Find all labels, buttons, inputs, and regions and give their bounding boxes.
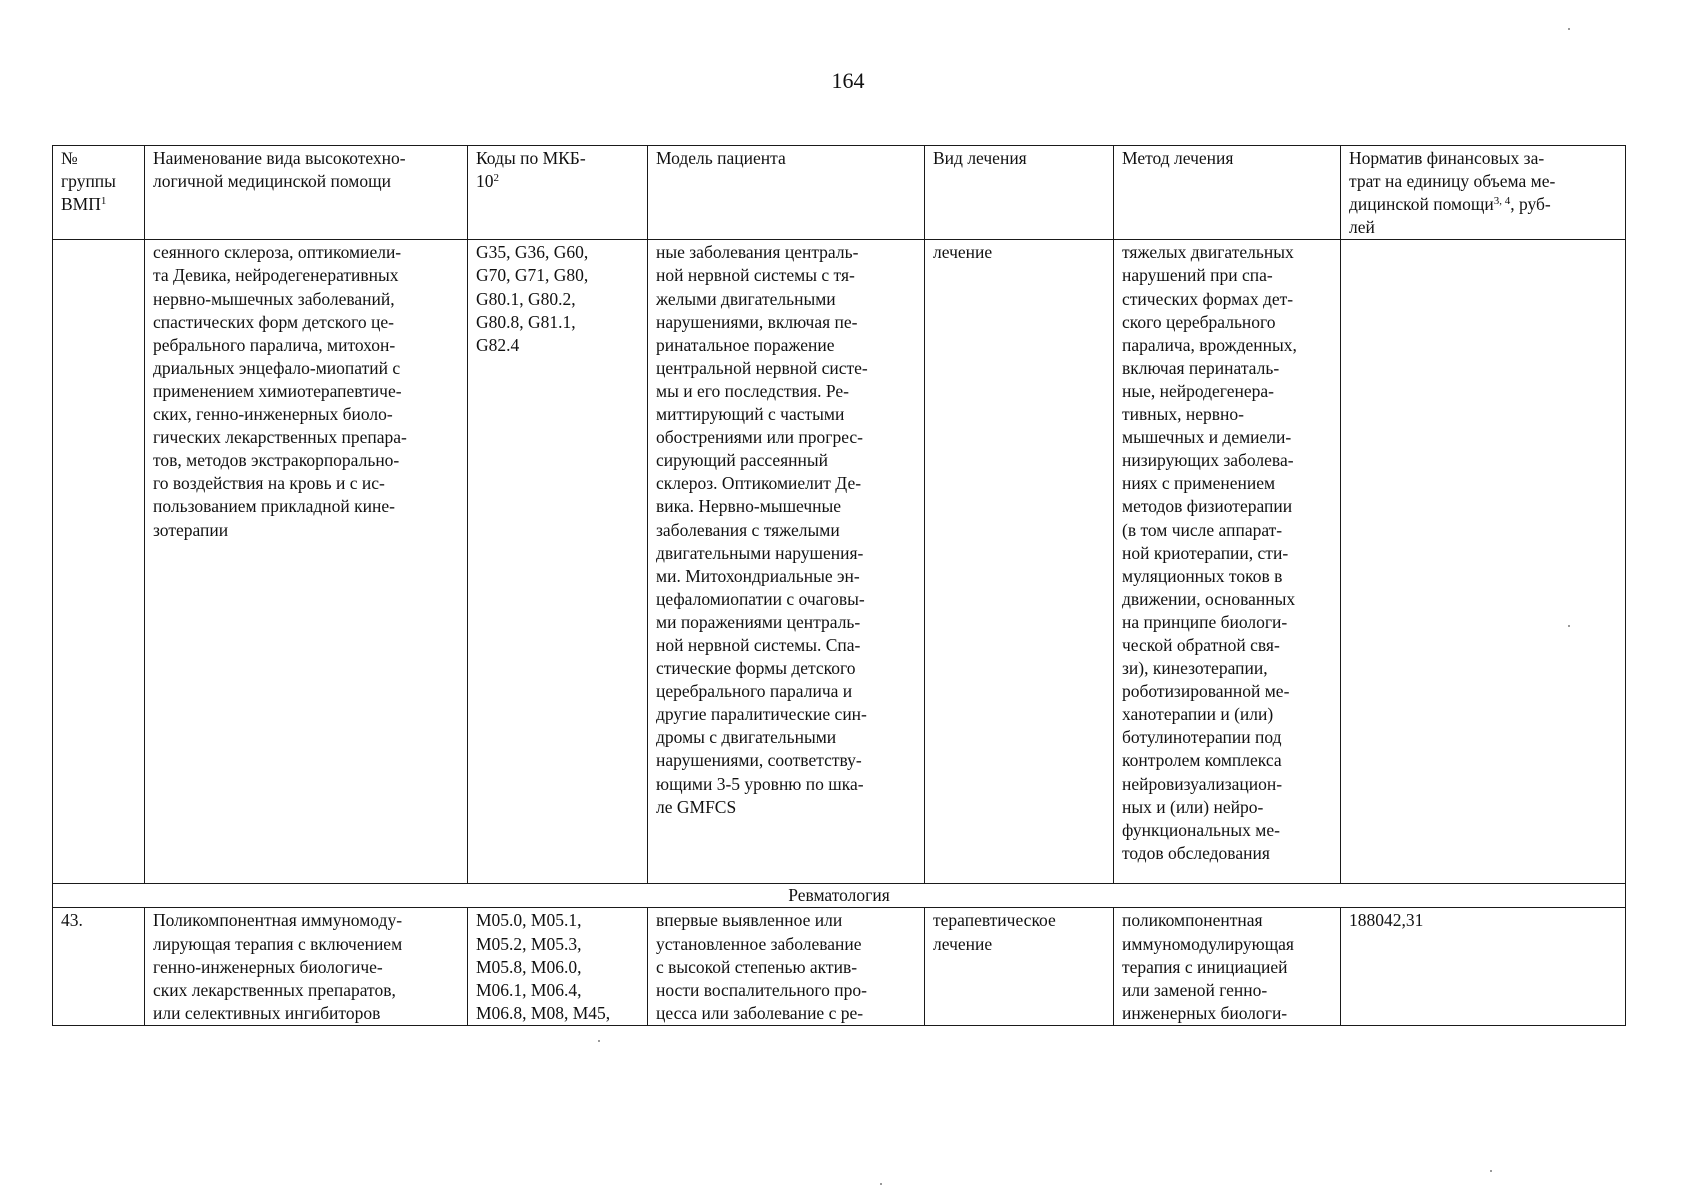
header-group-number: № группы ВМП$^1$: [53, 146, 145, 240]
cell-patient-model: ные заболевания централь- ной нервной системы с тя- желыми двигательными нарушениями, включая пе- ринатальное поражение центральной нервной систе- мы и его последствия. Ре- миттирующий с частыми обострениями или прогрес- сирующий рассеянный склероз. Оптикомиелит Де- вика. Нервно-мышечные заболевания с тяжелыми двигательными нарушения- ми. Митохондриальные эн- цефаломиопатии с очаговы- ми поражениями централь- ной нервной системы. Спа- стические формы детского церебрального паралича и другие паралитические син- дромы с двигательными нарушениями, соответству- ющими 3-5 уровню по шка- ле GMFCS: [648, 240, 925, 884]
vmp-table: [52, 145, 1626, 1026]
header-treatment-type: Вид лечения: [925, 146, 1114, 240]
cell-treatment-type: терапевтическое лечение: [925, 908, 1114, 1026]
table-row: [53, 908, 1626, 1026]
header-icd10-codes: Коды по МКБ- $10^2$: [468, 146, 648, 240]
scan-speck: [1568, 28, 1570, 30]
header-patient-model: Модель пациента: [648, 146, 925, 240]
cell-cost-norm: [1341, 240, 1626, 884]
cell-cost-norm: 188042,31: [1341, 908, 1626, 1026]
cell-care-type-name: Поликомпонентная иммуномоду- лирующая терапия с включением генно-инженерных биологиче- ских лекарственных препаратов, или селективных ингибиторов: [145, 908, 468, 1026]
table-header-row: [53, 146, 1626, 240]
cell-treatment-method: тяжелых двигательных нарушений при спа- стических формах дет- ского церебрального паралича, врожденных, включая перинаталь- ные, нейродегенера- тивных, нервно- мышечных и демиели- низирующих заболева- ниях с применением методов физиотерапии (в том числе аппарат- ной криотерапии, сти- муляционных токов в движении, основанных на принципе биологи- ческой обратной свя- зи), кинезотерапии, роботизированной ме- ханотерапии и (или) ботулинотерапии под контролем комплекса нейровизуализацион- ных и (или) нейро- функциональных ме- тодов обследования: [1114, 240, 1341, 884]
header-care-type-name: Наименование вида высокотехно- логичной медицинской помощи: [145, 146, 468, 240]
header-treatment-method: Метод лечения: [1114, 146, 1341, 240]
cell-care-type-name: сеянного склероза, оптикомиели- та Девика, нейродегенеративных нервно-мышечных заболеваний, спастических форм детского це- ребрального паралича, митохон- дриальных энцефало-миопатий с применением химиотерапевтиче- ских, генно-инженерных биоло- гических лекарственных препара- тов, методов экстракорпорально- го воздействия на кровь и с ис- пользованием прикладной кине- зотерапии: [145, 240, 468, 884]
cell-group-number: 43.: [53, 908, 145, 1026]
scan-speck: [1568, 625, 1570, 627]
cell-patient-model: впервые выявленное или установленное заболевание с высокой степенью актив- ности воспалительного про- цесса или заболевание с ре-: [648, 908, 925, 1026]
cell-treatment-method: поликомпонентная иммуномодулирующая терапия с инициацией или заменой генно- инженерных биологи-: [1114, 908, 1341, 1026]
cell-icd10-codes: M05.0, M05.1, M05.2, M05.3, M05.8, M06.0, M06.1, M06.4, M06.8, M08, M45,: [468, 908, 648, 1026]
scan-speck: [880, 1183, 882, 1185]
header-cost-norm: Норматив финансовых за- трат на единицу объема ме- дицинской помощи$^{3, 4}$, руб- лей: [1341, 146, 1626, 240]
section-title: Ревматология: [53, 884, 1626, 908]
section-row: [53, 884, 1626, 908]
cell-group-number: [53, 240, 145, 884]
cell-icd10-codes: G35, G36, G60, G70, G71, G80, G80.1, G80.2, G80.8, G81.1, G82.4: [468, 240, 648, 884]
scan-speck: [1490, 1170, 1492, 1172]
table-row: [53, 240, 1626, 884]
scan-speck: [598, 1040, 600, 1042]
page-number: 164: [831, 68, 865, 93]
cell-treatment-type: лечение: [925, 240, 1114, 884]
